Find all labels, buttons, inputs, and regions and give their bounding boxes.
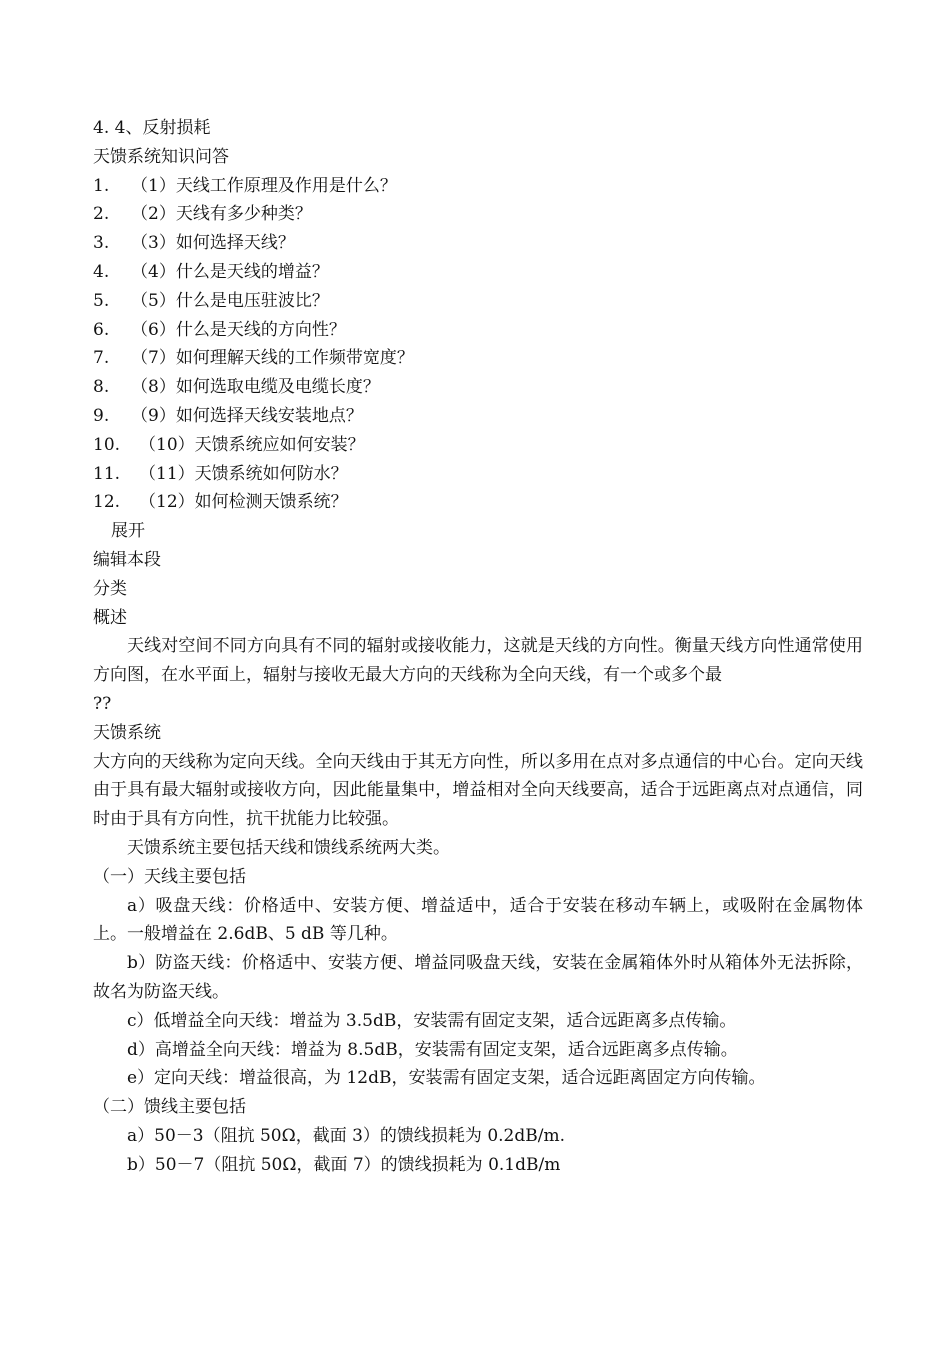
- feeder-item-b: b）50－7（阻抗 50Ω，截面 7）的馈线损耗为 0.1dB/m: [127, 1154, 561, 1175]
- edit-section-link[interactable]: 编辑本段: [93, 549, 161, 570]
- toc-number: 1.: [93, 175, 110, 196]
- toc-item[interactable]: [93, 373, 863, 402]
- antenna-item-b: b）防盗天线：价格适中、安装方便、增益同吸盘天线，安装在金属箱体外时从箱体外无法拆除，故名为防盗天线。: [93, 953, 863, 1002]
- antenna-item-d: d）高增益全向天线：增益为 8.5dB，安装需有固定支架，适合远距离多点传输。: [127, 1039, 738, 1060]
- toc-item[interactable]: [93, 229, 863, 258]
- system-label: 天馈系统: [93, 722, 161, 743]
- toc-number: 10.: [93, 434, 121, 455]
- toc-item[interactable]: [93, 431, 863, 460]
- toc-number: 5.: [93, 290, 110, 311]
- qa-title: 天馈系统知识问答: [93, 146, 229, 167]
- toc-item[interactable]: [93, 200, 863, 229]
- toc-number: 9.: [93, 405, 110, 426]
- overview-paragraph-2: 大方向的天线称为定向天线。全向天线由于其无方向性，所以多用在点对多点通信的中心台。定向天线由于具有最大辐射或接收方向，因此能量集中，增益相对全向天线要高，适合于远距离点对点通信，同时由于具有方向性，抗干扰能力比较强。: [93, 751, 863, 830]
- toc-number: 11.: [93, 463, 121, 484]
- toc-text: （5）什么是电压驻波比？: [131, 290, 329, 311]
- antenna-item-c: c）低增益全向天线：增益为 3.5dB，安装需有固定支架，适合远距离多点传输。: [127, 1010, 737, 1031]
- toc-item[interactable]: [93, 488, 863, 517]
- toc-text: （6）什么是天线的方向性？: [131, 319, 346, 340]
- antenna-item-a: a）吸盘天线：价格适中、安装方便、增益适中，适合于安装在移动车辆上，或吸附在金属物体上。一般增益在 2.6dB、5 dB 等几种。: [93, 895, 863, 945]
- antenna-item-e: e）定向天线：增益很高，为 12dB，安装需有固定支架，适合远距离固定方向传输。: [127, 1068, 766, 1089]
- toc-item[interactable]: [93, 344, 863, 373]
- toc-item[interactable]: [93, 316, 863, 345]
- toc-text: （1）天线工作原理及作用是什么？: [131, 175, 397, 196]
- toc-number: 3.: [93, 233, 110, 254]
- toc-text: （2）天线有多少种类？: [131, 204, 312, 225]
- toc-text: （9）如何选择天线安装地点？: [131, 405, 363, 426]
- expand-link[interactable]: 展开: [111, 521, 145, 542]
- section-heading: 4. 4、反射损耗: [93, 118, 211, 138]
- toc-item[interactable]: [93, 460, 863, 489]
- toc-text: （4）什么是天线的增益？: [131, 261, 329, 282]
- antenna-heading: （一）天线主要包括: [93, 866, 246, 887]
- toc-number: 7.: [93, 348, 110, 369]
- toc-number: 2.: [93, 204, 110, 225]
- section-title-overview: 概述: [93, 607, 127, 628]
- toc-number: 6.: [93, 319, 110, 340]
- feeder-item-a: a）50－3（阻抗 50Ω，截面 3）的馈线损耗为 0.2dB/m.: [127, 1125, 565, 1146]
- feeder-heading: （二）馈线主要包括: [93, 1097, 246, 1118]
- toc-number: 12.: [93, 492, 121, 513]
- toc-item[interactable]: [93, 287, 863, 316]
- toc-text: （10）天馈系统应如何安装？: [139, 434, 365, 455]
- toc-text: （8）如何选取电缆及电缆长度？: [131, 377, 380, 398]
- toc-item[interactable]: [93, 402, 863, 431]
- toc-number: 8.: [93, 377, 110, 398]
- toc-text: （12）如何检测天馈系统？: [139, 492, 348, 513]
- toc-number: 4.: [93, 261, 110, 282]
- toc-item[interactable]: [93, 172, 863, 201]
- toc-item[interactable]: [93, 258, 863, 287]
- document-page: [93, 114, 863, 1179]
- section-title-classify: 分类: [93, 578, 127, 599]
- toc-list: [93, 172, 863, 518]
- garbled-text: ??: [93, 693, 112, 714]
- toc-text: （7）如何理解天线的工作频带宽度？: [131, 348, 414, 369]
- toc-text: （11）天馈系统如何防水？: [139, 463, 348, 484]
- overview-paragraph-3: 天馈系统主要包括天线和馈线系统两大类。: [127, 837, 450, 858]
- overview-paragraph-1: 天线对空间不同方向具有不同的辐射或接收能力，这就是天线的方向性。衡量天线方向性通常使用方向图，在水平面上，辐射与接收无最大方向的天线称为全向天线，有一个或多个最: [93, 636, 863, 686]
- toc-text: （3）如何选择天线？: [131, 233, 295, 254]
